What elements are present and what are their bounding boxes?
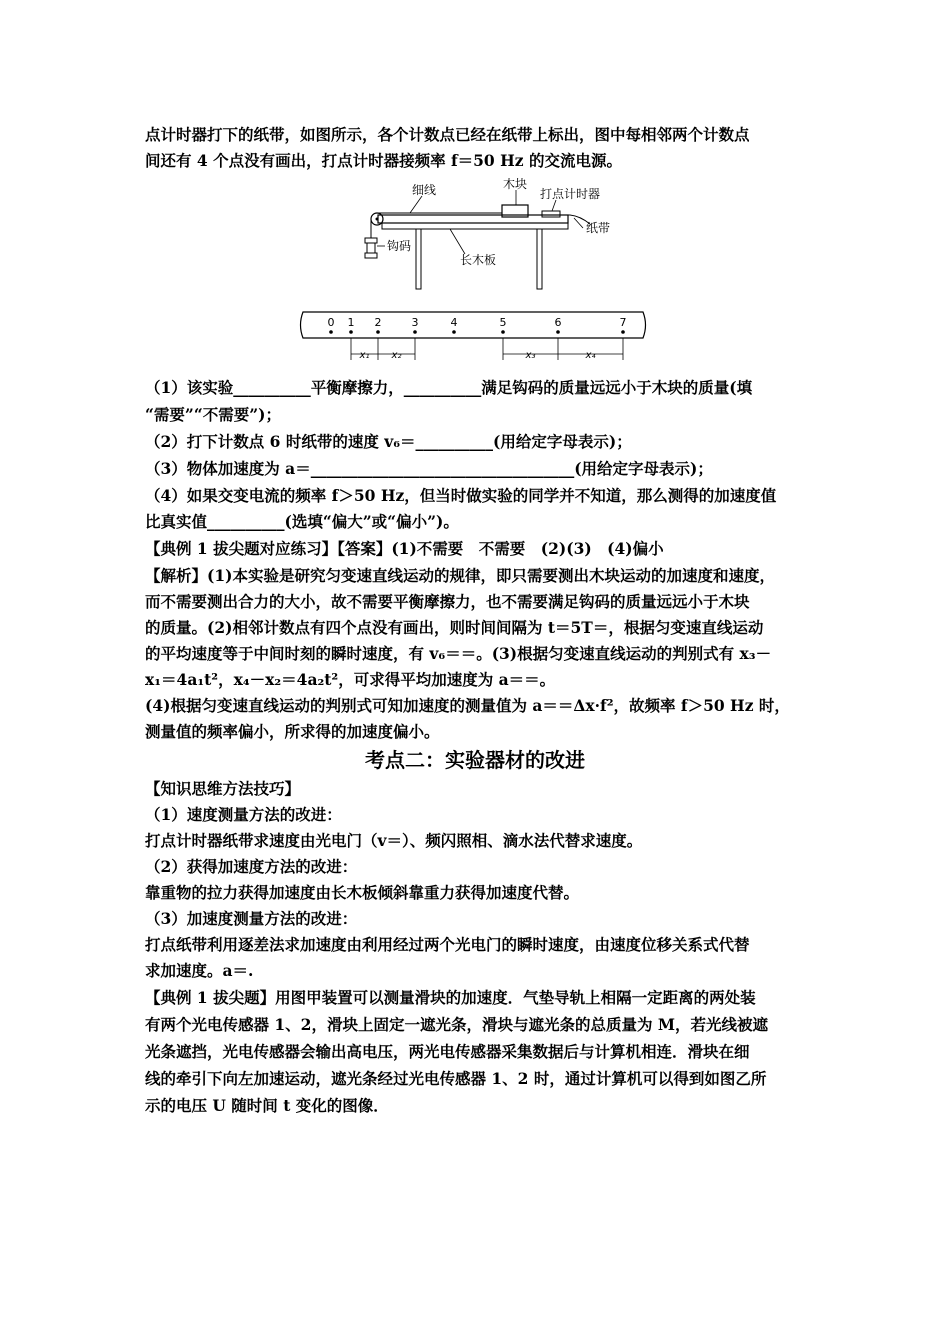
- tape-point-dot: [413, 330, 417, 334]
- analysis-line-7: 测量值的频率偏小，所求得的加速度偏小。: [145, 722, 440, 741]
- point-1-title: （1）速度测量方法的改进：: [145, 805, 342, 824]
- analysis-line-4: 的平均速度等于中间时刻的瞬时速度，有 v₆＝＝。(3)根据匀变速直线运动的判别式有 x₃－: [145, 644, 772, 663]
- tape-segment-label: x₂: [391, 350, 402, 361]
- tape-diagram: [298, 308, 650, 370]
- tape-point-dot: [329, 330, 333, 334]
- q2: （2）打下计数点 6 时纸带的速度 v₆＝__________(用给定字母表示)；: [145, 432, 632, 451]
- tape-point-label: 4: [450, 316, 458, 329]
- example-line-3: 光条遮挡，光电传感器会输出高电压，两光电传感器采集数据后与计算机相连．滑块在细: [145, 1042, 750, 1061]
- point-3-body-1: 打点纸带利用逐差法求加速度由利用经过两个光电门的瞬时速度，由速度位移关系式代替: [145, 935, 750, 954]
- analysis-line-2: 而不需要测出合力的大小，故不需要平衡摩擦力，也不需要满足钩码的质量远远小于木块: [145, 592, 750, 611]
- point-2-title: （2）获得加速度方法的改进：: [145, 857, 358, 876]
- example-line-4: 线的牵引下向左加速运动，遮光条经过光电传感器 1、2 时，通过计算机可以得到如图乙所: [145, 1069, 767, 1088]
- example-line-5: 示的电压 U 随时间 t 变化的图像．: [145, 1096, 389, 1115]
- intro-line-1: 点计时器打下的纸带，如图所示，各个计数点已经在纸带上标出，图中每相邻两个计数点: [145, 125, 750, 144]
- point-2-body: 靠重物的拉力获得加速度由长木板倾斜靠重力获得加速度代替。: [145, 883, 580, 902]
- intro-line-2: 间还有 4 个点没有画出，打点计时器接频率 f＝50 Hz 的交流电源。: [145, 151, 622, 170]
- tape-point-label: 5: [499, 316, 507, 329]
- tape-point-dot: [621, 330, 625, 334]
- example-line-1: 【典例 1 拔尖题】用图甲装置可以测量滑块的加速度．气垫导轨上相隔一定距离的两处装: [145, 988, 756, 1007]
- tape-point-dot: [376, 330, 380, 334]
- point-3-title: （3）加速度测量方法的改进：: [145, 909, 358, 928]
- tape-point-dot: [556, 330, 560, 334]
- q3: （3）物体加速度为 a＝__________________________________(用给定字母表示)；: [145, 459, 713, 478]
- tape-point-label: 6: [554, 316, 562, 329]
- label-board: 长木板: [460, 253, 497, 267]
- label-weight: 钩码: [387, 239, 412, 253]
- label-timer: 打点计时器: [540, 187, 601, 201]
- tape-segment-label: x₃: [525, 350, 536, 361]
- section-heading: 考点二：实验器材的改进: [365, 748, 585, 772]
- section-sub: 【知识思维方法技巧】: [145, 779, 301, 798]
- point-1-body: 打点计时器纸带求速度由光电门（v＝）、频闪照相、滴水法代替求速度。: [145, 831, 643, 850]
- analysis-line-5: x₁＝4a₁t²，x₄－x₂＝4a₂t²，可求得平均加速度为 a＝＝。: [145, 670, 556, 689]
- tape-point-label: 1: [347, 316, 355, 329]
- q1-line-2: “需要”“不需要”)；: [145, 405, 281, 424]
- analysis-line-6: (4)根据匀变速直线运动的判别式可知加速度的测量值为 a＝＝Δx·f²，故频率 f＞50 Hz 时，: [145, 696, 790, 715]
- example-line-2: 有两个光电传感器 1、2，滑块上固定一遮光条，滑块与遮光条的总质量为 M，若光线被遮: [145, 1015, 769, 1034]
- point-3-body-2: 求加速度。a＝.: [145, 961, 254, 980]
- q1-line-1: （1）该实验__________平衡摩擦力，__________满足钩码的质量远远小于木块的质量(填: [145, 378, 753, 397]
- tape-segment-label: x₁: [359, 350, 370, 361]
- label-block: 木块: [503, 178, 528, 191]
- tape-point-dot: [349, 330, 353, 334]
- q4-line-1: （4）如果交变电流的频率 f＞50 Hz，但当时做实验的同学并不知道，那么测得的加速度值: [145, 486, 777, 505]
- label-string: 细线: [412, 183, 437, 197]
- apparatus-diagram: [350, 178, 620, 293]
- tape-segment-label: x₄: [585, 350, 596, 361]
- tape-point-label: 2: [374, 316, 382, 329]
- tape-point-label: 7: [619, 316, 627, 329]
- tape-point-dot: [501, 330, 505, 334]
- label-tape: 纸带: [586, 221, 611, 235]
- answer-line: 【典例 1 拔尖题对应练习】【答案】(1)不需要 不需要 (2)(3) (4)偏小: [145, 539, 664, 558]
- tape-point-dot: [452, 330, 456, 334]
- tape-point-label: 3: [411, 316, 419, 329]
- q4-line-2: 比真实值__________(选填“偏大”或“偏小”)。: [145, 512, 459, 531]
- analysis-line-1: 【解析】(1)本实验是研究匀变速直线运动的规律，即只需要测出木块运动的加速度和速度，: [145, 566, 775, 585]
- analysis-line-3: 的质量。(2)相邻计数点有四个点没有画出，则时间间隔为 t＝5T＝，根据匀变速直线运动: [145, 618, 764, 637]
- tape-point-label: 0: [327, 316, 335, 329]
